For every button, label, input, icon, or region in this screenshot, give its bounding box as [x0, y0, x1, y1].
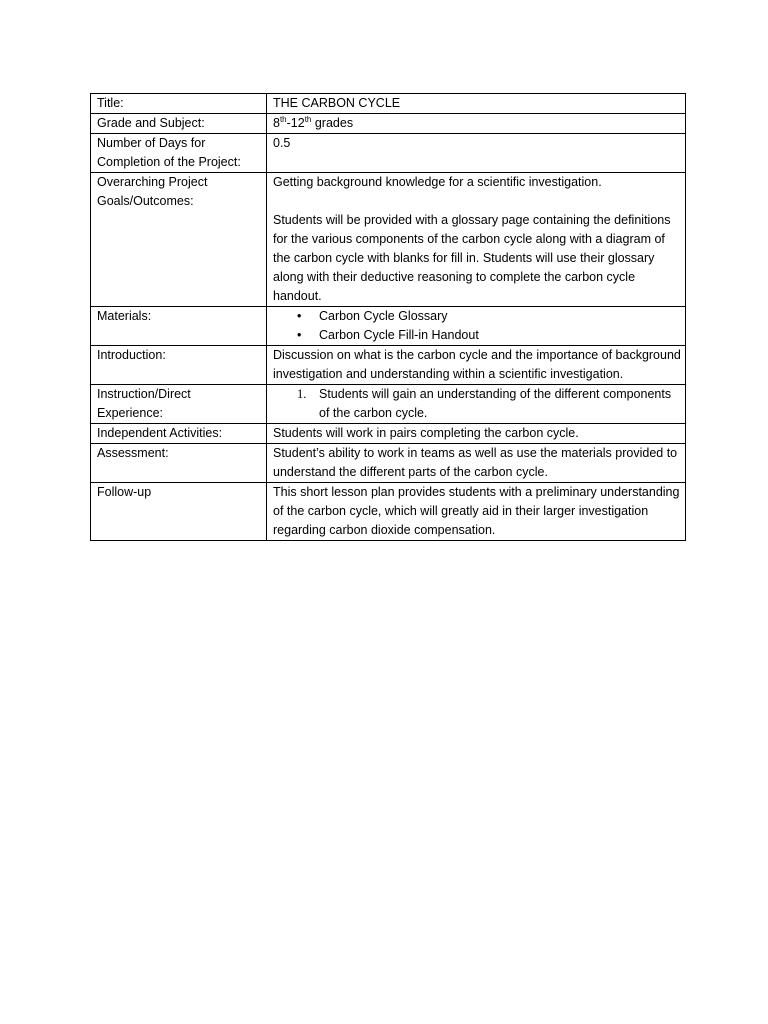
introduction-value: Discussion on what is the carbon cycle and the importance of background investigation and understanding within a scientific investigation. [267, 346, 686, 385]
goals-label [91, 173, 267, 307]
list-item: • Carbon Cycle Glossary [273, 307, 681, 326]
grade-start: 8 [273, 116, 280, 130]
list-item: • Carbon Cycle Fill-in Handout [273, 326, 681, 345]
table-row-followup [91, 483, 686, 541]
instruction-list [273, 385, 681, 423]
materials-label: Materials: [91, 307, 267, 346]
goals-paragraph-1: Getting background knowledge for a scientific investigation. [273, 175, 602, 189]
grade-label: Grade and Subject: [91, 114, 267, 134]
materials-list [273, 307, 681, 345]
table-row-grade [91, 114, 686, 134]
table-row-independent [91, 424, 686, 444]
introduction-label: Introduction: [91, 346, 267, 385]
table-row-title [91, 94, 686, 114]
instruction-value [267, 385, 686, 424]
followup-value: This short lesson plan provides students with a preliminary understanding of the carbon cycle, which will greatly aid in their larger investigation regarding carbon dioxide compensation. [267, 483, 686, 541]
grade-start-sup: th [279, 114, 287, 124]
title-label: Title: [91, 94, 267, 114]
independent-label: Independent Activities: [91, 424, 267, 444]
days-label [91, 134, 267, 173]
list-item: Students will gain an understanding of the different components of the carbon cycle. [319, 387, 672, 420]
followup-label: Follow-up [91, 483, 267, 541]
table-row-assessment [91, 444, 686, 483]
table-row-materials [91, 307, 686, 346]
table-row-introduction [91, 346, 686, 385]
days-value: 0.5 [267, 134, 686, 173]
goals-label-line2: Goals/Outcomes: [97, 194, 194, 208]
days-label-line2: Completion of the Project: [97, 155, 241, 169]
materials-value [267, 307, 686, 346]
lesson-plan-table [90, 93, 686, 541]
grade-sep: -12 [286, 116, 305, 130]
instruction-label [91, 385, 267, 424]
goals-label-line1: Overarching Project [97, 175, 208, 189]
grade-end-sup: th [304, 114, 312, 124]
instruction-label-line1: Instruction/Direct [97, 387, 191, 401]
days-label-line1: Number of Days for [97, 136, 206, 150]
assessment-label: Assessment: [91, 444, 267, 483]
independent-value: Students will work in pairs completing the carbon cycle. [267, 424, 686, 444]
table-row-days [91, 134, 686, 173]
grade-value [267, 114, 686, 134]
table-row-goals [91, 173, 686, 307]
goals-value [267, 173, 686, 307]
goals-paragraph-2: Students will be provided with a glossary page containing the definitions for the various components of the carbon cycle along with a diagram of the carbon cycle with blanks for fill in. Students will use their glossary along with their deductive reasoning to complete the carbon cycle handout. [273, 213, 671, 303]
assessment-value: Student’s ability to work in teams as well as use the materials provided to understand the different parts of the carbon cycle. [267, 444, 686, 483]
title-value: THE CARBON CYCLE [267, 94, 686, 114]
table-row-instruction [91, 385, 686, 424]
grade-suffix: grades [311, 116, 354, 130]
instruction-label-line2: Experience: [97, 406, 164, 420]
